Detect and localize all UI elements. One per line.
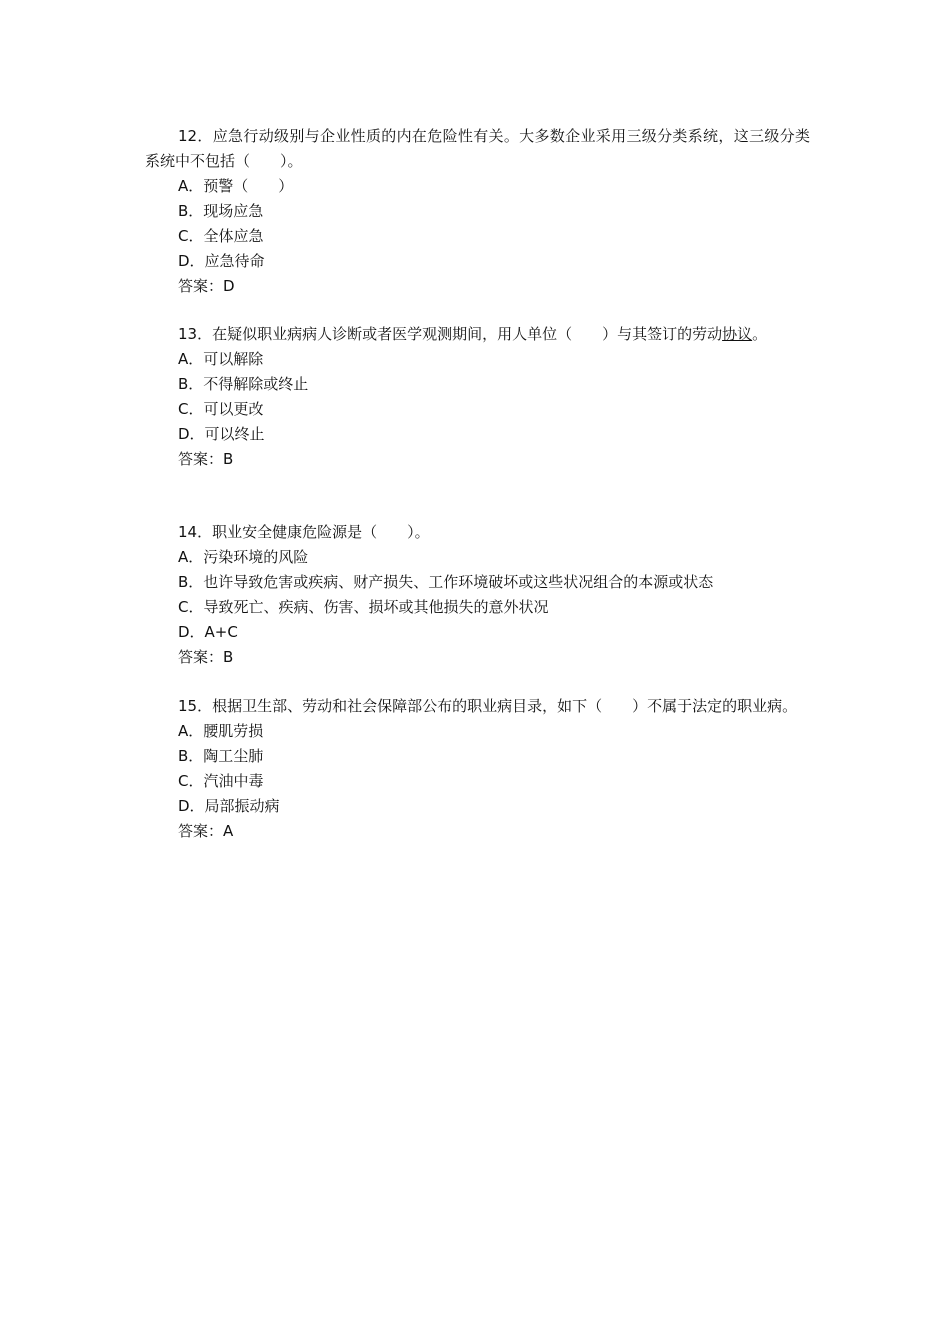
option-a: A．可以解除 bbox=[178, 350, 264, 368]
answer: 答案：B bbox=[178, 648, 234, 666]
answer: 答案：A bbox=[178, 822, 234, 840]
question-12 bbox=[145, 124, 810, 299]
question-15 bbox=[145, 694, 810, 844]
answer: 答案：D bbox=[178, 277, 235, 295]
option-d: D．应急待命 bbox=[178, 252, 265, 270]
option-d: D．可以终止 bbox=[178, 425, 265, 443]
question-stem: 14．职业安全健康危险源是（ ）。 bbox=[178, 523, 430, 541]
option-a: A．污染环境的风险 bbox=[178, 548, 309, 566]
option-c: C．可以更改 bbox=[178, 400, 264, 418]
stem-end: 。 bbox=[752, 325, 768, 343]
option-b: B．不得解除或终止 bbox=[178, 375, 309, 393]
option-a: A．腰肌劳损 bbox=[178, 722, 264, 740]
stem-underlined-word: 协议 bbox=[722, 325, 753, 343]
question-stem: 12．应急行动级别与企业性质的内在危险性有关。大多数企业采用三级分类系统，这三级分类系统中不包括（ ）。 bbox=[145, 127, 810, 170]
stem-text: 13．在疑似职业病病人诊断或者医学观测期间，用人单位（ ）与其签订的劳动 bbox=[178, 325, 723, 343]
option-d: D．局部振动病 bbox=[178, 797, 280, 815]
option-d: D．A+C bbox=[178, 623, 238, 641]
question-stem bbox=[145, 322, 810, 347]
option-c: C．导致死亡、疾病、伤害、损坏或其他损失的意外状况 bbox=[178, 598, 549, 616]
option-b: B．陶工尘肺 bbox=[178, 747, 264, 765]
option-b: B．也许导致危害或疾病、财产损失、工作环境破坏或这些状况组合的本源或状态 bbox=[178, 573, 714, 591]
option-b: B．现场应急 bbox=[178, 202, 264, 220]
question-13 bbox=[145, 322, 810, 472]
answer: 答案：B bbox=[178, 450, 234, 468]
option-c: C．全体应急 bbox=[178, 227, 264, 245]
question-14 bbox=[145, 520, 810, 670]
question-stem: 15．根据卫生部、劳动和社会保障部公布的职业病目录，如下（ ）不属于法定的职业病。 bbox=[178, 697, 798, 715]
option-a: A．预警（ ） bbox=[178, 177, 294, 195]
option-c: C．汽油中毒 bbox=[178, 772, 264, 790]
